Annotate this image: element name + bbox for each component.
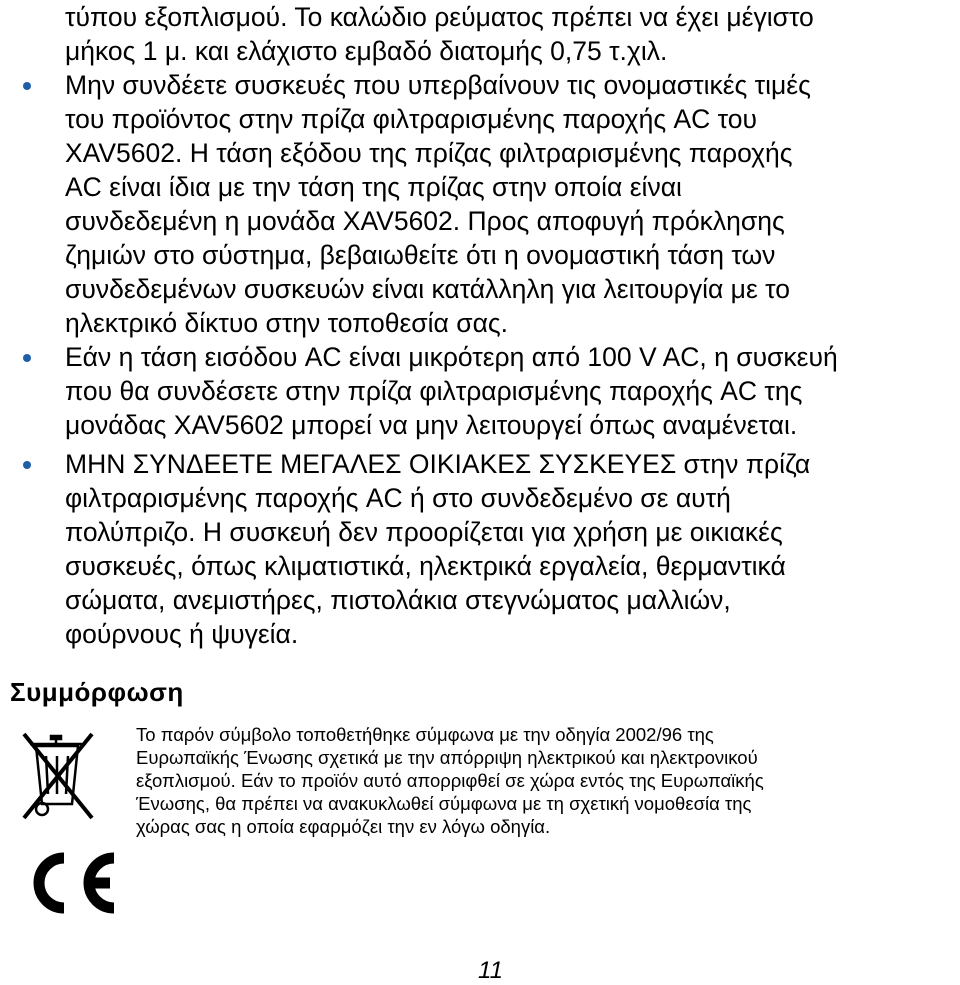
body-line: φούρνους ή ψυγεία. xyxy=(65,619,299,649)
body-line: συσκευές, όπως κλιματιστικά, ηλεκτρικά εργαλεία, θερμαντικά xyxy=(65,551,786,581)
page-number: 11 xyxy=(478,957,503,984)
body-line: Εάν η τάση εισόδου AC είναι μικρότερη από 100 V AC, η συσκευή xyxy=(65,342,838,372)
compliance-line: Το παρόν σύμβολο τοποθετήθηκε σύμφωνα με την οδηγία 2002/96 της xyxy=(136,724,714,745)
body-line: AC είναι ίδια με την τάση της πρίζας στην οποία είναι xyxy=(65,172,682,202)
body-line: πολύπριζο. Η συσκευή δεν προορίζεται για χρήση με οικιακές xyxy=(65,517,783,547)
body-line: που θα συνδέσετε στην πρίζα φιλτραρισμένης παροχής AC της xyxy=(65,376,803,406)
body-line: ΜΗΝ ΣΥΝΔΕΕΤΕ ΜΕΓΑΛΕΣ ΟΙΚΙΑΚΕΣ ΣΥΣΚΕΥΕΣ στην πρίζα xyxy=(65,449,811,479)
body-line: σώματα, ανεμιστήρες, πιστολάκια στεγνώματος μαλλιών, xyxy=(65,585,731,615)
compliance-line: Ευρωπαϊκής Ένωσης σχετικά με την απόρριψη ηλεκτρικού και ηλεκτρονικού xyxy=(136,747,758,768)
compliance-line: χώρας σας η οποία εφαρμόζει την εν λόγω οδηγία. xyxy=(136,816,551,837)
body-line: XAV5602. Η τάση εξόδου της πρίζας φιλτραρισμένης παροχής xyxy=(65,138,793,168)
body-line: φιλτραρισμένης παροχής AC ή στο συνδεδεμένο σε αυτή xyxy=(65,483,731,513)
bullet-icon xyxy=(23,461,31,469)
body-line: συνδεδεμένων συσκευών είναι κατάλληλη για λειτουργία με το xyxy=(65,274,790,304)
ce-mark-icon xyxy=(22,852,122,914)
body-line: μονάδας XAV5602 μπορεί να μην λειτουργεί όπως αναμένεται. xyxy=(65,410,798,440)
body-line: τύπου εξοπλισμού. Το καλώδιο ρεύματος πρέπει να έχει μέγιστο xyxy=(65,2,814,32)
section-heading: Συμμόρφωση xyxy=(10,677,184,707)
compliance-line: εξοπλισμού. Εάν το προϊόν αυτό απορριφθεί σε χώρα εντός της Ευρωπαϊκής xyxy=(136,770,764,791)
bullet-icon xyxy=(23,82,31,90)
bullet-icon xyxy=(23,354,31,362)
crossed-out-wheelie-bin-icon xyxy=(20,730,100,825)
body-line: του προϊόντος στην πρίζα φιλτραρισμένης παροχής AC του xyxy=(65,104,757,134)
body-line: συνδεδεμένη η μονάδα XAV5602. Προς αποφυγή πρόκλησης xyxy=(65,206,785,236)
body-line: Μην συνδέετε συσκευές που υπερβαίνουν τις ονομαστικές τιμές xyxy=(65,70,811,100)
compliance-line: Ένωσης, θα πρέπει να ανακυκλωθεί σύμφωνα με τη σχετική νομοθεσία της xyxy=(136,793,752,814)
body-line: ηλεκτρικό δίκτυο στην τοποθεσία σας. xyxy=(65,308,509,338)
body-line: ζημιών στο σύστημα, βεβαιωθείτε ότι η ονομαστική τάση των xyxy=(65,240,776,270)
body-line: μήκος 1 μ. και ελάχιστο εμβαδό διατομής 0,75 τ.χιλ. xyxy=(65,36,668,66)
